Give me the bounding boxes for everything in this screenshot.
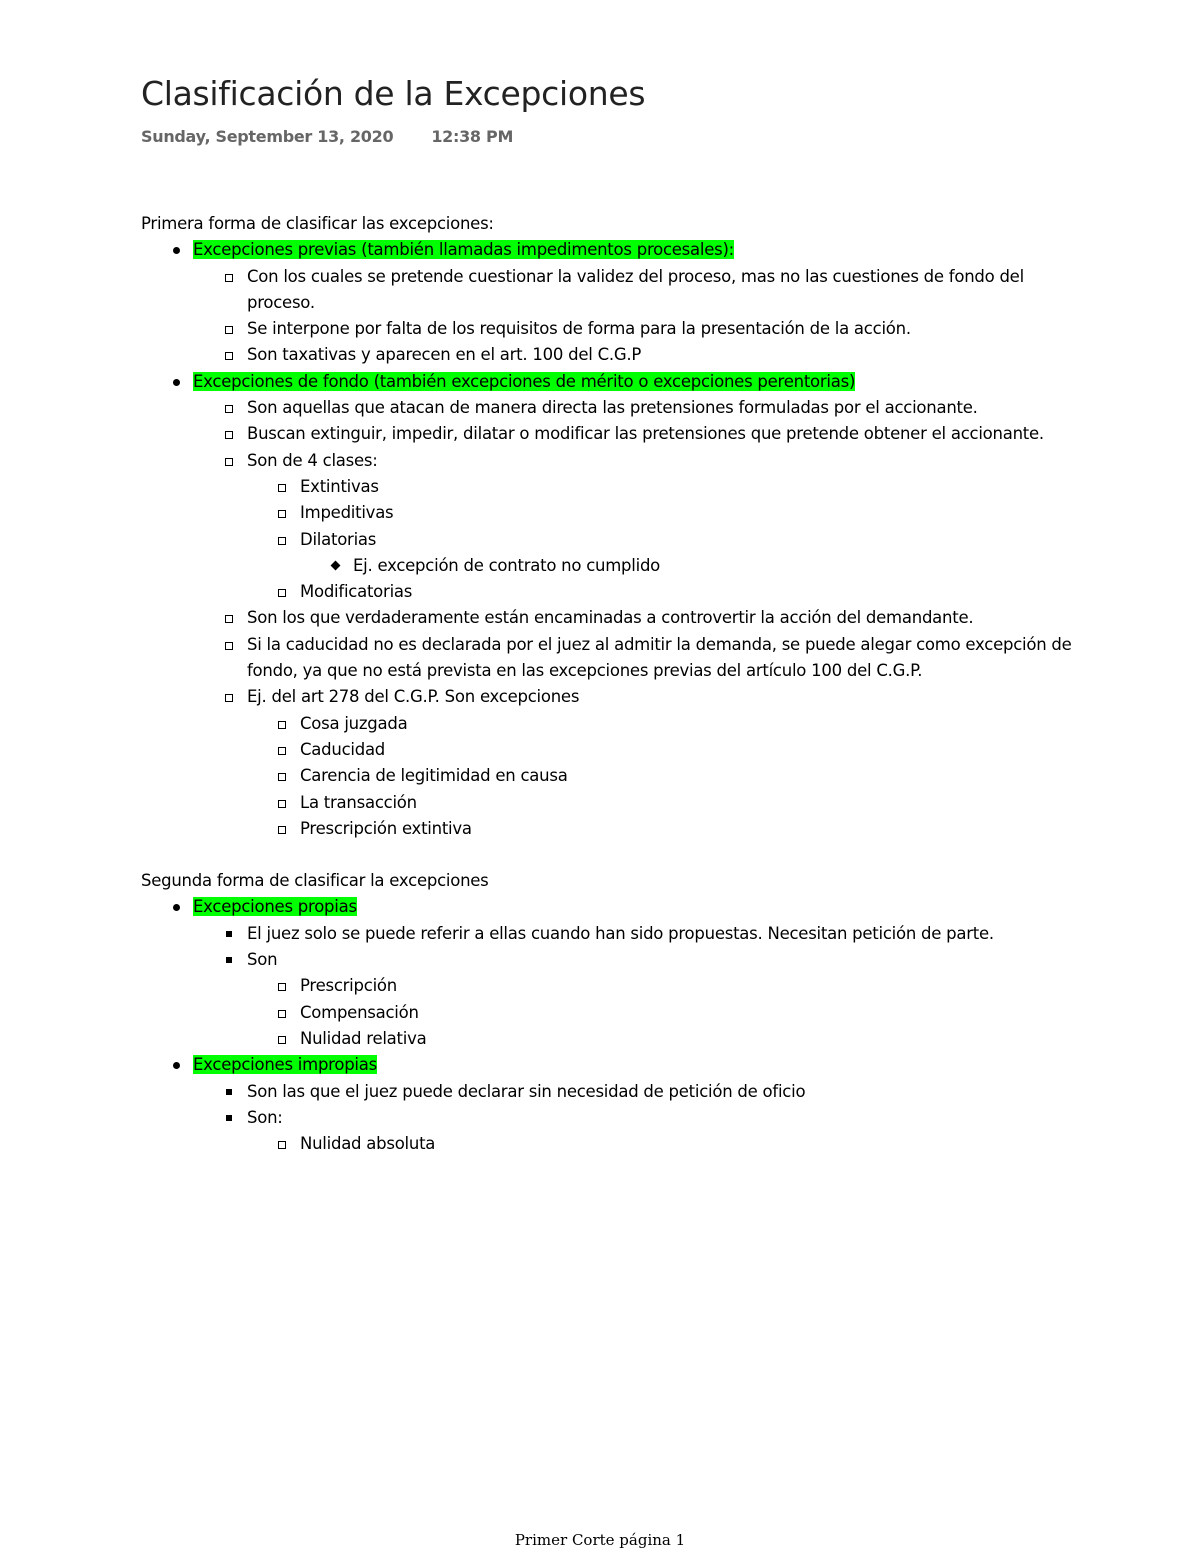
section2-heading: Segunda forma de clasificar la excepciones: [141, 871, 489, 891]
list-item-text: Prescripción extintiva: [300, 818, 472, 838]
page-time: 12:38 PM: [431, 127, 514, 146]
checkbox-icon: [274, 1131, 294, 1157]
checkbox-icon: [274, 500, 294, 526]
checkbox-icon: [274, 711, 294, 737]
list-item: [247, 342, 1081, 368]
list-item: [193, 1052, 1081, 1078]
list-item: [193, 237, 1081, 263]
list-item-text: Carencia de legitimidad en causa: [300, 766, 568, 786]
bullet-icon: [167, 369, 187, 395]
list-item: [300, 474, 1081, 500]
list-item: [300, 1131, 1081, 1157]
list-item: [300, 500, 1081, 526]
checkbox-icon: [274, 1026, 294, 1052]
list-item: [300, 973, 1081, 999]
list-item: [193, 369, 1081, 395]
checkbox-icon: [274, 474, 294, 500]
list-item-text: Extintivas: [300, 476, 379, 496]
highlighted-text: Excepciones de fondo (también excepciones de mérito o excepciones perentorias): [193, 371, 856, 391]
list-item: [247, 316, 1081, 342]
list-item: [247, 421, 1081, 447]
checkbox-icon: [221, 605, 241, 631]
checkbox-icon: [274, 579, 294, 605]
list-item: [247, 921, 1081, 947]
list-item: [300, 579, 1081, 605]
highlighted-text: Excepciones previas (también llamadas impedimentos procesales):: [193, 240, 734, 260]
square-bullet-icon: [221, 1079, 241, 1105]
list-item-text: Son de 4 clases:: [247, 450, 378, 470]
list-item-text: Cosa juzgada: [300, 713, 408, 733]
list-item-text: Son aquellas que atacan de manera directa las pretensiones formuladas por el accionante.: [247, 398, 978, 418]
list-item: [300, 1026, 1081, 1052]
checkbox-icon: [274, 816, 294, 842]
list-item: [193, 894, 1081, 920]
list-item: [247, 1079, 1081, 1105]
checkbox-icon: [221, 395, 241, 421]
list-item-text: Buscan extinguir, impedir, dilatar o modificar las pretensiones que pretende obtener el accionante.: [247, 424, 1044, 444]
list-item: [247, 448, 1081, 474]
checkbox-icon: [274, 763, 294, 789]
list-item-text: Son los que verdaderamente están encaminadas a controvertir la acción del demandante.: [247, 608, 974, 628]
checkbox-icon: [221, 264, 241, 290]
list-item-text: Nulidad absoluta: [300, 1134, 436, 1154]
list-item: [247, 264, 1081, 317]
list-item-text: Son taxativas y aparecen en el art. 100 del C.G.P: [247, 345, 642, 365]
bullet-icon: [167, 1052, 187, 1078]
list-item-text: Con los cuales se pretende cuestionar la validez del proceso, mas no las cuestiones de fondo del proceso.: [247, 266, 1024, 312]
checkbox-icon: [221, 316, 241, 342]
highlighted-text: Excepciones impropias: [193, 1055, 377, 1075]
checkbox-icon: [221, 632, 241, 658]
list-item-text: Se interpone por falta de los requisitos de forma para la presentación de la acción.: [247, 319, 911, 339]
list-item-text: Compensación: [300, 1002, 419, 1022]
list-item: [300, 737, 1081, 763]
checkbox-icon: [274, 737, 294, 763]
page-title: Clasificación de la Excepciones: [141, 74, 646, 113]
list-item-text: Ej. excepción de contrato no cumplido: [353, 555, 661, 575]
highlighted-text: Excepciones propias: [193, 897, 357, 917]
list-item: [300, 763, 1081, 789]
list-item: [247, 1105, 1081, 1131]
list-item-text: El juez solo se puede referir a ellas cuando han sido propuestas. Necesitan petición de parte.: [247, 923, 994, 943]
list-item: [300, 527, 1081, 553]
list-item: [247, 395, 1081, 421]
list-item-text: Caducidad: [300, 739, 386, 759]
list-item: [247, 684, 1081, 710]
page-date: Sunday, September 13, 2020: [141, 127, 394, 146]
list-item-text: Son:: [247, 1107, 283, 1127]
checkbox-icon: [221, 342, 241, 368]
list-item-text: Nulidad relativa: [300, 1028, 427, 1048]
checkbox-icon: [221, 684, 241, 710]
checkbox-icon: [274, 1000, 294, 1026]
square-bullet-icon: [221, 921, 241, 947]
square-bullet-icon: [221, 1105, 241, 1131]
list-item-text: La transacción: [300, 792, 417, 812]
square-bullet-icon: [221, 947, 241, 973]
bullet-icon: [167, 237, 187, 263]
list-item: [300, 790, 1081, 816]
list-item-text: Si la caducidad no es declarada por el juez al admitir la demanda, se puede alegar como excepción de fondo, ya que no está prevista en las excepciones previas del artículo 100 del C.G.P.: [247, 634, 1072, 681]
diamond-bullet-icon: [327, 553, 347, 579]
list-item-text: Son: [247, 950, 278, 970]
page-footer: Primer Corte página 1: [514, 1531, 686, 1549]
list-item: [300, 711, 1081, 737]
list-item-text: Son las que el juez puede declarar sin necesidad de petición de oficio: [247, 1081, 806, 1101]
checkbox-icon: [274, 973, 294, 999]
checkbox-icon: [274, 527, 294, 553]
list-item-text: Prescripción: [300, 976, 397, 996]
list-item-text: Impeditivas: [300, 503, 394, 523]
list-item: [247, 605, 1081, 631]
note-outline: [141, 211, 1081, 1157]
checkbox-icon: [221, 448, 241, 474]
page-timestamp: [141, 127, 513, 146]
list-item-text: Dilatorias: [300, 529, 377, 549]
checkbox-icon: [221, 421, 241, 447]
bullet-icon: [167, 894, 187, 920]
list-item: [300, 816, 1081, 842]
checkbox-icon: [274, 790, 294, 816]
list-item-text: Ej. del art 278 del C.G.P. Son excepciones: [247, 687, 580, 707]
section1-heading: Primera forma de clasificar las excepciones:: [141, 214, 494, 233]
list-item: [353, 553, 1081, 579]
list-item: [247, 947, 1081, 973]
list-item-text: Modificatorias: [300, 582, 413, 602]
list-item: [247, 632, 1081, 685]
list-item: [300, 1000, 1081, 1026]
